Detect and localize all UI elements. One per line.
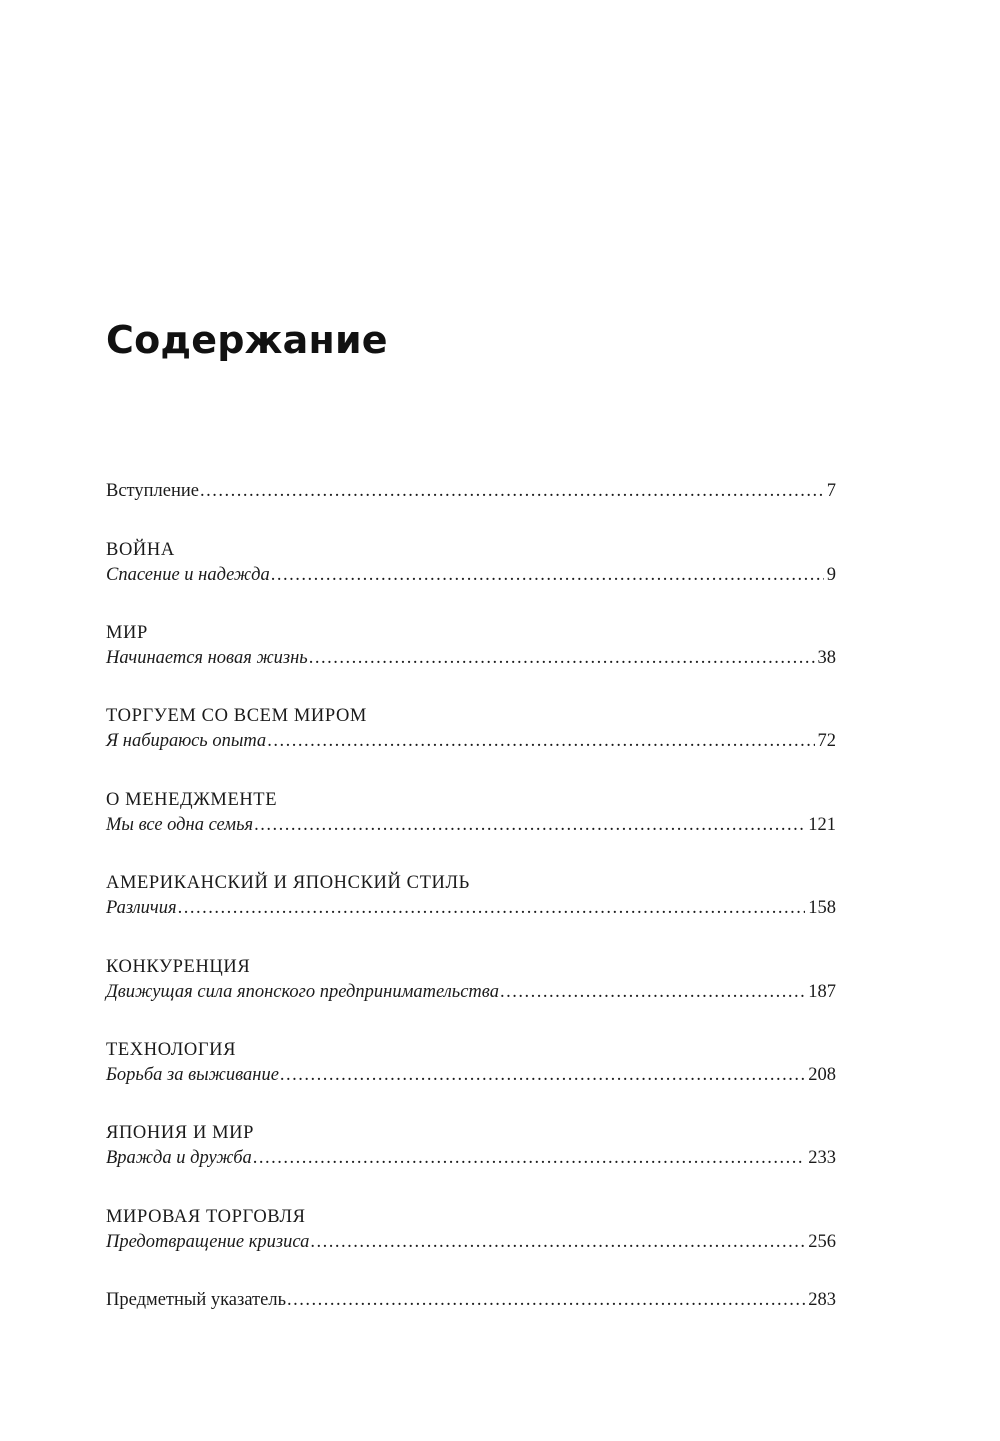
toc-entry[interactable] — [106, 731, 836, 757]
toc-entry-title: Спасение и надежда — [106, 565, 270, 585]
toc-entry-title: Борьба за выживание — [106, 1065, 279, 1085]
toc-section-heading: О МЕНЕДЖМЕНТЕ — [106, 790, 278, 810]
toc-section-heading: ВОЙНА — [106, 540, 175, 560]
toc-page-number: 72 — [817, 731, 836, 751]
dot-leader — [310, 1232, 805, 1253]
toc-entry-title: Предметный указатель — [106, 1290, 287, 1310]
toc-entry[interactable] — [106, 898, 836, 924]
toc-entry-title: Я набираюсь опыта — [106, 731, 267, 751]
toc-section-heading: МИР — [106, 623, 148, 643]
toc-section-heading: МИРОВАЯ ТОРГОВЛЯ — [106, 1207, 306, 1227]
toc-entry[interactable] — [106, 982, 836, 1008]
toc-page-number: 9 — [826, 565, 836, 585]
dot-leader — [271, 565, 824, 586]
page-title: Содержание — [106, 318, 388, 362]
toc-entry[interactable] — [106, 1065, 836, 1091]
toc-page-number: 121 — [808, 815, 836, 835]
dot-leader — [200, 481, 824, 502]
dot-leader — [178, 898, 806, 919]
dot-leader — [287, 1290, 805, 1311]
toc-page-number: 233 — [808, 1148, 836, 1168]
dot-leader — [253, 1148, 805, 1169]
toc-section-heading: КОНКУРЕНЦИЯ — [106, 957, 251, 977]
toc-page-number: 38 — [817, 648, 836, 668]
dot-leader — [267, 731, 814, 752]
toc-entry[interactable] — [106, 565, 836, 591]
toc-page-number: 208 — [808, 1065, 836, 1085]
toc-entry-title: Предотвращение кризиса — [106, 1232, 310, 1252]
dot-leader — [280, 1065, 805, 1086]
toc-section-heading: ТОРГУЕМ СО ВСЕМ МИРОМ — [106, 706, 367, 726]
toc-section-heading: АМЕРИКАНСКИЙ И ЯПОНСКИЙ СТИЛЬ — [106, 873, 470, 893]
toc-entry[interactable] — [106, 815, 836, 841]
toc-page-number: 187 — [808, 982, 836, 1002]
toc-entry-title: Мы все одна семья — [106, 815, 254, 835]
dot-leader — [309, 648, 815, 669]
toc-entry[interactable] — [106, 648, 836, 674]
dot-leader — [500, 982, 805, 1003]
toc-entry[interactable] — [106, 1148, 836, 1174]
toc-page-number: 283 — [808, 1290, 836, 1310]
toc-page-number: 7 — [826, 481, 836, 501]
toc-section-heading: ЯПОНИЯ И МИР — [106, 1123, 255, 1143]
toc-entry-index[interactable] — [106, 1290, 836, 1316]
toc-section-heading: ТЕХНОЛОГИЯ — [106, 1040, 237, 1060]
toc-entry[interactable] — [106, 1232, 836, 1258]
toc-entry-title: Различия — [106, 898, 177, 918]
toc-entry-title: Вражда и дружба — [106, 1148, 252, 1168]
toc-page-number: 256 — [808, 1232, 836, 1252]
dot-leader — [254, 815, 805, 836]
toc-page-number: 158 — [808, 898, 836, 918]
toc-entry-title: Движущая сила японского предпринимательства — [106, 982, 499, 1002]
toc-entry-introduction[interactable] — [106, 481, 836, 507]
toc-entry-title: Начинается новая жизнь — [106, 648, 308, 668]
toc-entry-title: Вступление — [106, 481, 199, 501]
